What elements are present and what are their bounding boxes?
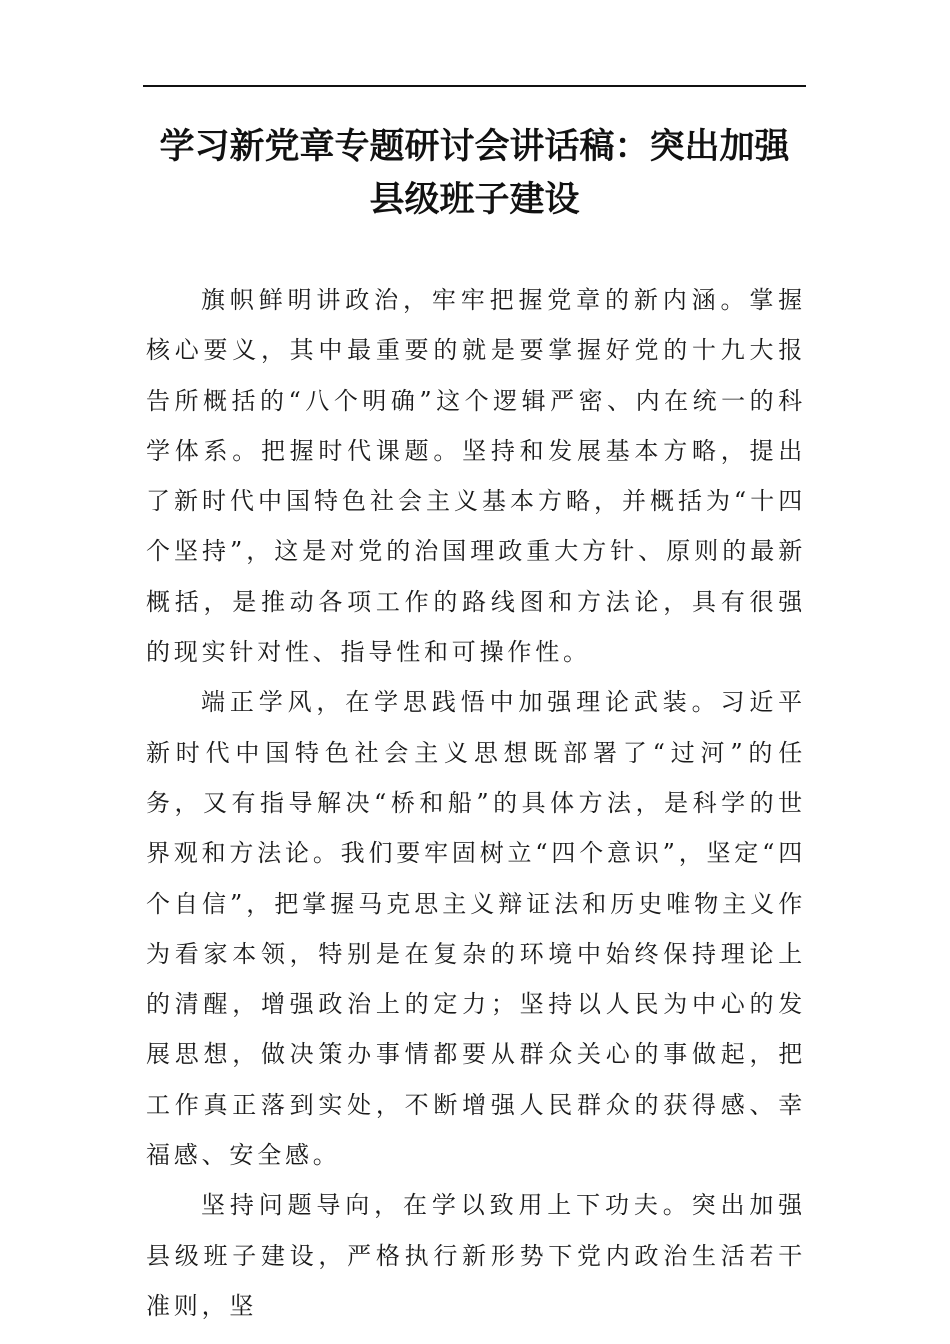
title-line-2: 县级班子建设 [369, 179, 580, 220]
paragraph-3: 坚持问题导向，在学以致用上下功夫。突出加强县级班子建设，严格执行新形势下党内政治生活若干准则，坚 [146, 1191, 806, 1320]
paragraph-2: 端正学风，在学思践悟中加强理论武装。习近平新时代中国特色社会主义思想既部署了“过河”的任务，又有指导解决“桥和船”的具体方法，是科学的世界观和方法论。我们要牢固树立“四个意识”，坚定“四个自信”，把掌握马克思主义辩证法和历史唯物主义作为看家本领，特别是在复杂的环境中始终保持理论上的清醒，增强政治上的定力；坚持以人民为中心的发展思想，做决策办事情都要从群众关心的事做起，把工作真正落到实处，不断增强人民群众的获得感、幸福感、安全感。 [146, 688, 806, 1170]
title-line-1: 学习新党章专题研讨会讲话稿：突出加强 [159, 126, 790, 167]
header-rule [143, 85, 806, 87]
document-body [146, 275, 806, 1331]
paragraph-1: 旗帜鲜明讲政治，牢牢把握党章的新内涵。掌握核心要义，其中最重要的就是要掌握好党的十九大报告所概括的“八个明确”这个逻辑严密、内在统一的科学体系。把握时代课题。坚持和发展基本方略，提出了新时代中国特色社会主义基本方略，并概括为“十四个坚持”，这是对党的治国理政重大方针、原则的最新概括，是推动各项工作的路线图和方法论，具有很强的现实针对性、指导性和可操作性。 [146, 286, 806, 667]
document-title [143, 120, 806, 226]
